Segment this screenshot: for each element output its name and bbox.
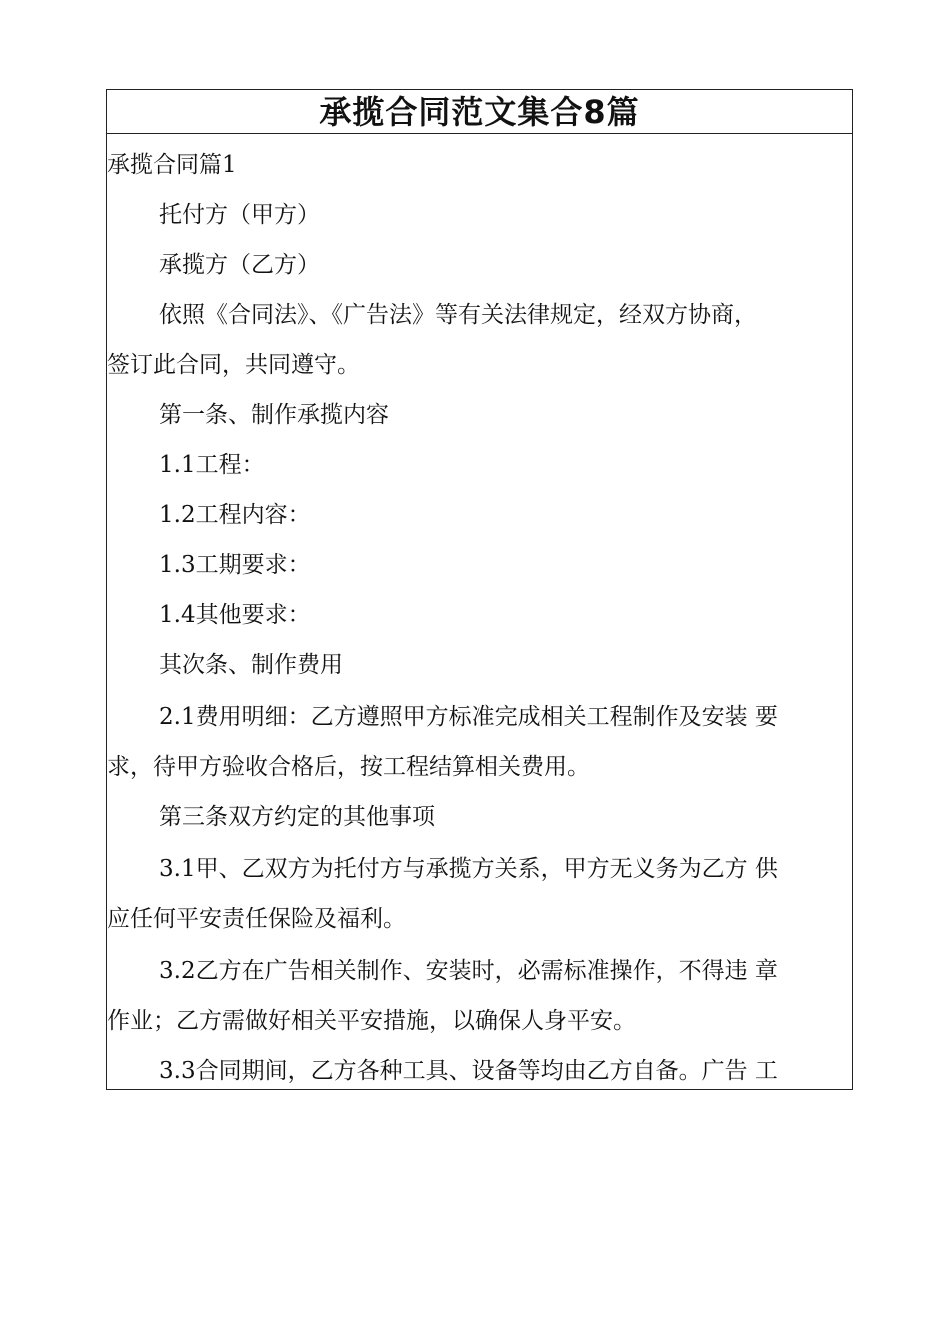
text-line: 依照《合同法》、《广告法》等有关法律规定，经双方协商， (159, 302, 757, 328)
text-line: 求，待甲方验收合格后，按工程结算相关费用。 (107, 754, 590, 780)
text-line: 承揽方（乙方） (159, 252, 320, 278)
text-line: 1.1工程： (159, 452, 265, 478)
text-line: 3.1甲、乙双方为托付方与承揽方关系，甲方无义务为乙方 供 (159, 856, 778, 882)
section-heading: 承揽合同篇1 (107, 152, 237, 178)
document-title: 承揽合同范文集合8篇 (319, 93, 640, 131)
text-line: 1.3工期要求： (159, 552, 311, 578)
text-line: 2.1费用明细：乙方遵照甲方标准完成相关工程制作及安装 要 (159, 704, 778, 730)
text-line: 应任何平安责任保险及福利。 (107, 906, 406, 932)
text-line: 3.3合同期间，乙方各种工具、设备等均由乙方自备。广告 工 (159, 1058, 778, 1084)
text-line: 托付方（甲方） (159, 202, 320, 228)
text-line: 签订此合同，共同遵守。 (107, 352, 360, 378)
text-line: 第一条、制作承揽内容 (159, 402, 389, 428)
text-line: 其次条、制作费用 (159, 652, 343, 678)
text-line: 1.4其他要求： (159, 602, 311, 628)
title-row (107, 90, 852, 134)
text-line: 第三条双方约定的其他事项 (159, 804, 435, 830)
text-line: 3.2乙方在广告相关制作、安装时，必需标准操作，不得违 章 (159, 958, 778, 984)
document-frame (106, 89, 853, 1090)
text-line: 作业；乙方需做好相关平安措施，以确保人身平安。 (107, 1008, 636, 1034)
text-line: 1.2工程内容： (159, 502, 311, 528)
